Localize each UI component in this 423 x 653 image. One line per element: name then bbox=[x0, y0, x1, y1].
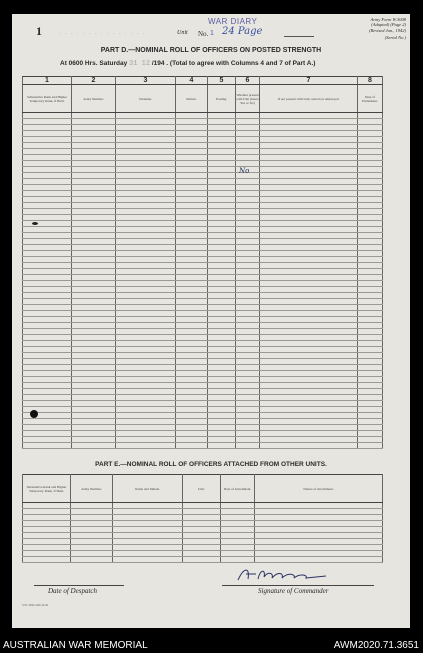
unit-number: 1 bbox=[36, 24, 42, 38]
commander-label: Signature of Commander bbox=[258, 587, 329, 595]
table-cell bbox=[113, 557, 183, 563]
table-cell bbox=[221, 557, 255, 563]
table-cell bbox=[71, 557, 113, 563]
part-e-title: PART E.—NOMINAL ROLL OF OFFICERS ATTACHED FROM OTHER UNITS. bbox=[95, 461, 327, 468]
page-word: 24 Page bbox=[222, 26, 263, 37]
column-header: Date of Enlistment. bbox=[358, 85, 383, 113]
print-code: S.W. 2044 10m 10.42 bbox=[22, 603, 49, 607]
part-d-time-line bbox=[60, 60, 315, 68]
table-cell bbox=[72, 443, 116, 449]
table-cell bbox=[183, 557, 221, 563]
column-number: 2 bbox=[72, 77, 116, 85]
column-header: Whether present with Unit (insert Yes or No) bbox=[236, 85, 260, 113]
column-header: Nature of Attachment. bbox=[255, 475, 383, 503]
table-cell bbox=[255, 557, 383, 563]
table-cell bbox=[23, 443, 72, 449]
table-cell bbox=[260, 443, 358, 449]
form-reference bbox=[320, 17, 406, 41]
column-header: Unit. bbox=[183, 475, 221, 503]
table-row bbox=[23, 443, 383, 449]
commander-line bbox=[222, 585, 374, 586]
despatch-line bbox=[34, 585, 124, 586]
table-cell bbox=[358, 443, 383, 449]
column-number: 5 bbox=[208, 77, 236, 85]
handwritten-mark: No bbox=[239, 167, 250, 175]
column-number: 1 bbox=[23, 77, 72, 85]
part-d-table bbox=[22, 76, 383, 449]
page-number: 1 bbox=[210, 30, 214, 37]
column-header: If not present with Unit, state how employed. bbox=[260, 85, 358, 113]
part-e-table bbox=[22, 474, 383, 563]
form-line: (Revised Jan., 1942) bbox=[369, 27, 406, 33]
time-prefix: At 0600 Hrs. Saturday bbox=[60, 60, 128, 67]
time-date: 31 12 bbox=[129, 60, 151, 68]
column-number: 7 bbox=[260, 77, 358, 85]
table-cell bbox=[116, 443, 176, 449]
column-number: 4 bbox=[176, 77, 208, 85]
table-cell bbox=[208, 443, 236, 449]
table-cell bbox=[236, 443, 260, 449]
column-header: Name and Initials. bbox=[113, 475, 183, 503]
column-header: Substantive Rank and Higher Temporary Rank, if Held. bbox=[23, 85, 72, 113]
column-number: 6 bbox=[236, 77, 260, 85]
table-cell bbox=[176, 443, 208, 449]
column-header: Army Number. bbox=[71, 475, 113, 503]
unit-name-faint: . . . . . . . . . . . . . . . bbox=[58, 30, 146, 36]
time-suffix: /194 . (Total to agree with Columns 4 and 7 of Part A.) bbox=[151, 60, 316, 67]
table-cell bbox=[23, 557, 71, 563]
form-line: (Adapted) (Page 2) bbox=[371, 22, 406, 28]
page-underline bbox=[284, 36, 314, 37]
archive-caption-left: AUSTRALIAN WAR MEMORIAL bbox=[3, 640, 148, 651]
column-header: Initials. bbox=[176, 85, 208, 113]
table-row bbox=[23, 557, 383, 563]
ink-spot bbox=[32, 222, 38, 225]
column-header: Army Number. bbox=[72, 85, 116, 113]
column-number: 3 bbox=[116, 77, 176, 85]
serial-no-label: (Serial No.) bbox=[384, 35, 406, 41]
document-page bbox=[12, 14, 410, 628]
part-d-title: PART D.—NOMINAL ROLL OF OFFICERS ON POSTED STRENGTH bbox=[100, 47, 322, 54]
page-prefix: No. bbox=[198, 30, 209, 38]
punch-hole bbox=[30, 410, 38, 418]
column-header: Surname. bbox=[116, 85, 176, 113]
unit-label: Unit bbox=[177, 30, 188, 36]
column-header: Posting. bbox=[208, 85, 236, 113]
form-line: Army Form W.3008 bbox=[370, 17, 406, 22]
archive-caption-right: AWM2020.71.3651 bbox=[333, 640, 419, 651]
despatch-label: Date of Despatch bbox=[48, 587, 97, 595]
column-number: 8 bbox=[358, 77, 383, 85]
war-diary-stamp: WAR DIARY bbox=[208, 17, 258, 26]
column-header: Substantive Rank and Higher Temporary Rank, if Held. bbox=[23, 475, 71, 503]
commander-signature bbox=[234, 565, 334, 585]
column-header: Date of Attachment. bbox=[221, 475, 255, 503]
